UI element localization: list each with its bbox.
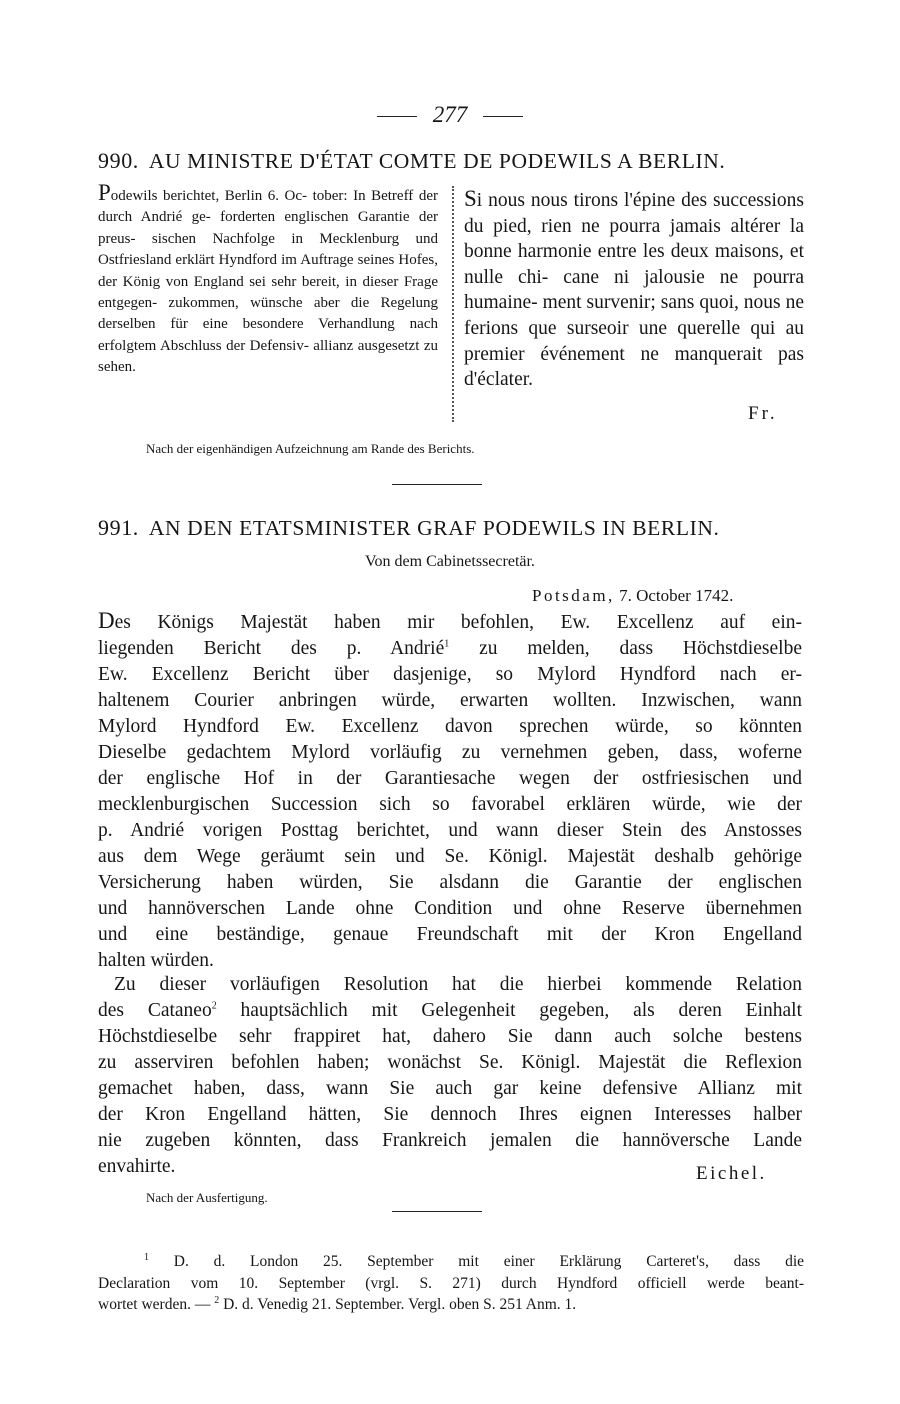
quote-line: ferions que surseoir une querelle <box>464 317 751 339</box>
letter-990-heading <box>98 148 810 174</box>
dateline-date: 7. October 1742. <box>619 586 734 605</box>
text-line: Dieselbe gedachtem Mylord vorläufig zu vernehmen geben, dass, woferne <box>98 742 802 763</box>
text-line: Zu dieser vorläufigen Resolution hat die hierbei kommende Relation <box>114 974 802 995</box>
footnote-reference: 1 <box>444 638 450 650</box>
text-line: des Cataneo$^2$ hauptsächlich mit Gelegenheit gegeben, als deren Einhalt <box>98 1000 802 1021</box>
section-divider <box>392 484 482 485</box>
letter-991-subtitle: Von dem Cabinetssecretär. <box>365 553 535 570</box>
text-line: Versicherung haben würden, Sie alsdann die Garantie der englischen <box>98 872 802 893</box>
page-number: 277 <box>432 102 468 127</box>
footnote-line-3 <box>98 1294 804 1316</box>
text-line: Ew. Excellenz Bericht über dasjenige, so Mylord Hyndford nach er- <box>98 664 802 685</box>
text-line: Höchstdieselbe sehr frappiret hat, dahero Sie dann auch solche bestens <box>98 1026 802 1047</box>
text-line: Mylord Hyndford Ew. Excellenz davon sprechen würde, so könnten <box>98 716 802 737</box>
text-line: p. Andrié vorigen Posttag berichtet, und wann dieser Stein des Anstosses <box>98 820 802 841</box>
header-rule-left <box>377 116 417 117</box>
text-line: liegenden Bericht des p. Andrié$^1$ zu melden, dass Höchstdieselbe <box>98 638 802 659</box>
header-rule-right <box>483 116 523 117</box>
letter-991-signature: Eichel. <box>696 1163 767 1184</box>
footnote-2-text: D. d. Venedig 21. September. Vergl. oben S. 251 Anm. 1. <box>219 1296 577 1313</box>
quote-dropcap: S <box>464 186 477 211</box>
quote-line: i nous nous tirons l'épine des <box>476 190 713 211</box>
quote-line: qui au premier événement ne <box>464 317 804 365</box>
text-line: envahirte. <box>98 1156 176 1177</box>
summary-line: zukommen, wünsche aber die Regelung <box>168 295 438 312</box>
summary-line: odewils berichtet, Berlin 6. Oc- <box>110 188 313 204</box>
text-line: gemachet haben, dass, wann Sie auch gar keine defensive Allianz mit <box>98 1078 802 1099</box>
letter-990-summary <box>98 182 438 379</box>
letter-991-heading <box>98 515 810 541</box>
quote-line: entre les deux maisons, et nulle chi- <box>464 241 805 288</box>
letter-990-number: 990. <box>98 148 139 173</box>
letter-991-dateline <box>532 586 733 606</box>
text-line: aus dem Wege geräumt sein und Se. Königl. Majestät deshalb gehörige <box>98 846 802 867</box>
quote-line: cane ni jalousie ne pourra humaine- <box>464 266 804 314</box>
text-line: der Kron Engelland hätten, Sie dennoch Ihres eignen Interesses halber <box>98 1104 802 1125</box>
summary-line: Ostfriesland erklärt Hyndford im Auftrage <box>98 252 358 269</box>
summary-line: sehr bereit, in dieser Frage entgegen- <box>98 273 438 312</box>
text-line: und hannöverschen Lande ohne Condition und ohne Reserve übernehmen <box>98 898 802 919</box>
footnotes <box>98 1251 804 1316</box>
letter-991-source-note: Nach der Ausfertigung. <box>146 1190 268 1205</box>
text-line: der englische Hof in der Garantiesache wegen der ostfriesischen und <box>98 768 802 789</box>
letter-990-quote <box>464 186 804 393</box>
text-line: mecklenburgischen Succession sich so favorabel erklären würde, wie der <box>98 794 802 815</box>
summary-line: forderten englischen Garantie der preus- <box>98 209 438 247</box>
quote-line: ment survenir; sans quoi, nous ne <box>542 292 804 314</box>
footnote-1-line-3: wortet werden. — <box>98 1296 215 1313</box>
letter-990-source-note: Nach der eigenhändigen Aufzeichnung am Rande des Berichts. <box>146 441 475 456</box>
summary-line: allianz ausgesetzt zu sehen. <box>98 337 438 376</box>
quote-text <box>464 190 804 390</box>
footnote-1-line-1: $^1$ D. d. London 25. September mit einer Erklärung Carteret's, dass die <box>144 1251 805 1270</box>
footnote-divider <box>392 1211 482 1212</box>
text-line: nie zugeben könnten, dass Frankreich jemalen die hannöversche Lande <box>98 1130 802 1151</box>
footnote-reference: 2 <box>211 1000 217 1012</box>
text-line: Des Königs Majestät haben mir befohlen, Ew. Excellenz auf ein- <box>98 608 802 633</box>
column-divider <box>452 186 454 422</box>
letter-991-paragraph-2 <box>98 972 802 1180</box>
summary-line: tober: In Betreff der durch Andrié ge- <box>98 188 438 226</box>
summary-line: seines Hofes, der König von England sei <box>98 252 438 290</box>
summary-line: derselben für eine besondere Verhandlung <box>98 316 410 333</box>
letter-990-title: AU MINISTRE D'ÉTAT COMTE DE PODEWILS A BERLIN. <box>148 149 726 173</box>
footnote-2-mark: 2 <box>214 1294 220 1306</box>
paragraph-dropcap: D <box>98 608 115 633</box>
quote-line: manquerait pas d'éclater. <box>464 343 804 391</box>
page-header <box>0 102 900 128</box>
summary-line: nach erfolgtem Abschluss der Defensiv- <box>98 316 438 354</box>
summary-line: sischen Nachfolge in Mecklenburg und <box>151 230 438 247</box>
dateline-place: Potsdam, <box>532 586 615 605</box>
footnote-1-line-2: Declaration vom 10. September (vrgl. S. 271) durch Hyndford officiell werde beant- <box>98 1274 804 1292</box>
letter-991-paragraph-1 <box>98 608 802 974</box>
text-line: haltenem Courier anbringen würde, erwarten wollten. Inzwischen, wann <box>98 690 802 711</box>
summary-dropcap: P <box>98 180 111 205</box>
footnote-1-mark: 1 <box>144 1251 149 1263</box>
quote-line: successions du pied, rien ne pourra <box>464 190 804 237</box>
text-line: halten würden. <box>98 950 214 971</box>
letter-991-title: AN DEN ETATSMINISTER GRAF PODEWILS IN BERLIN. <box>148 516 720 540</box>
quote-line: jamais altérer la bonne harmonie <box>464 215 805 263</box>
letter-990-signature: Fr. <box>748 403 778 424</box>
letter-991-number: 991. <box>98 515 139 540</box>
text-line: und eine beständige, genaue Freundschaft mit der Kron Engelland <box>98 924 802 945</box>
summary-text <box>98 188 438 375</box>
text-line: zu asserviren befohlen haben; wonächst Se. Königl. Majestät die Reflexion <box>98 1052 802 1073</box>
